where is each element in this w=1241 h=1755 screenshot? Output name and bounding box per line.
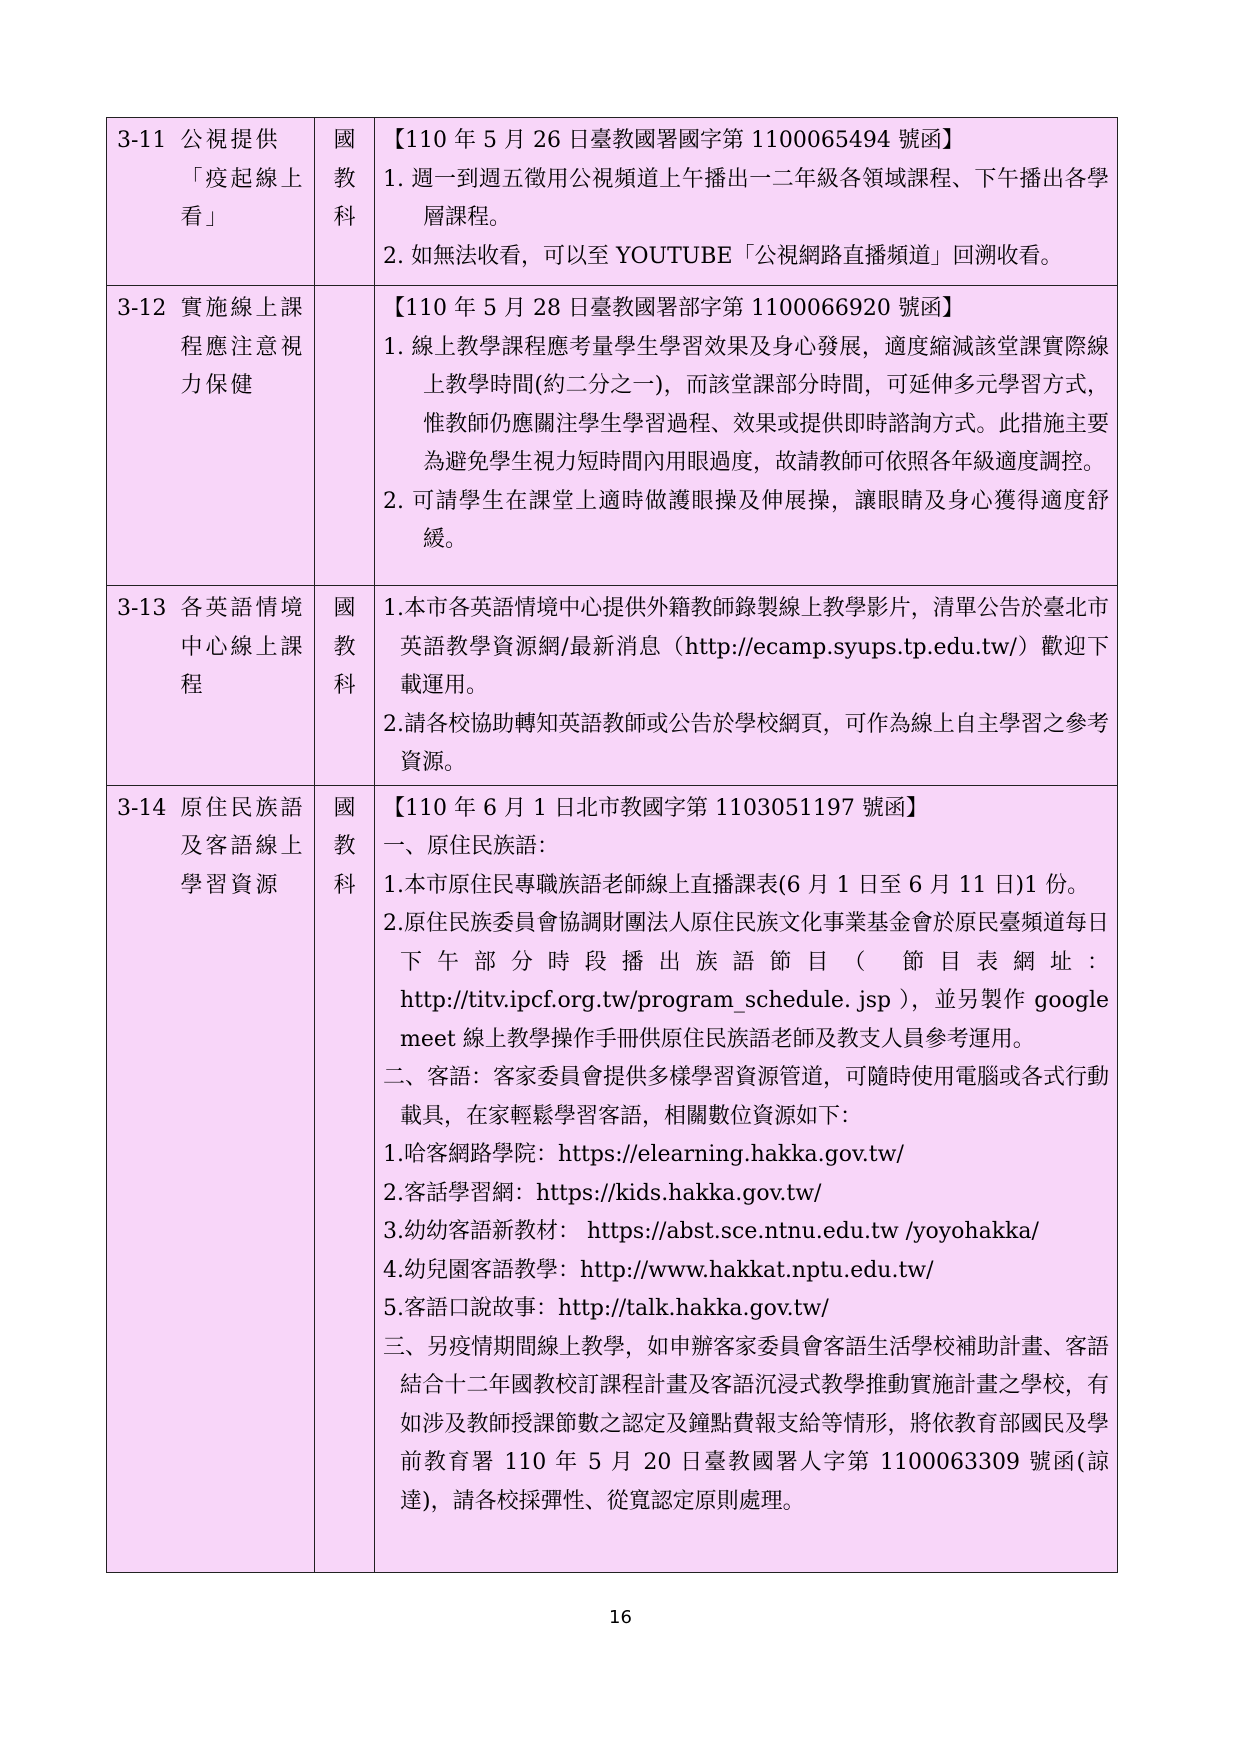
announcement-table: [106, 117, 1118, 1573]
item-number: 3-12: [117, 296, 167, 321]
resource-link: 1.哈客網路學院：https://elearning.hakka.gov.tw/: [383, 1142, 904, 1167]
department-cell: [315, 118, 375, 286]
department-cell: [315, 286, 375, 586]
topic-cell: [107, 118, 315, 286]
item-title: 各英語情境中心線上課程: [180, 596, 306, 698]
resource-link: 3.幼幼客語新教材： https://abst.sce.ntnu.edu.tw /yoyohakka/: [383, 1219, 1039, 1244]
page-number: 16: [609, 1607, 632, 1628]
content-item: 2.原住民族委員會協調財團法人原住民族文化事業基金會於原民臺頻道每日下午部分時段播出族語節目（ 節目表網址：http://titv.ipcf.org.tw/program_schedule. jsp ），並另製作 google meet 線上教學操作手冊供原住民族語老師及教支人員參考運用。: [383, 911, 1109, 1052]
table-row: [107, 286, 1118, 586]
department-char: 國: [333, 795, 356, 821]
item-number: 3-11: [117, 128, 167, 153]
topic-cell: [107, 586, 315, 786]
topic-cell: [107, 286, 315, 586]
department-cell: [315, 785, 375, 1572]
department-char: 科: [333, 872, 356, 898]
item-number: 3-13: [117, 596, 167, 621]
resource-link: 4.幼兒園客語教學：http://www.hakkat.nptu.edu.tw/: [383, 1257, 934, 1283]
department-char: 科: [333, 673, 356, 698]
department-char: 科: [333, 205, 356, 230]
letter-reference: 【110 年 6 月 1 日北市教國字第 1103051197 號函】: [383, 795, 928, 821]
content-item: 2.請各校協助轉知英語教師或公告於學校網頁，可作為線上自主學習之參考資源。: [383, 711, 1109, 775]
content-item: 1. 線上教學課程應考量學生學習效果及身心發展，適度縮減該堂課實際線上教學時間(約二分之一)，而該堂課部分時間，可延伸多元學習方式，惟教師仍應關注學生學習過程、效果或提供即時諮詢方式。此措施主要為避免學生視力短時間內用眼過度，故請教師可依照各年級適度調控。: [383, 334, 1109, 475]
department-char: 教: [333, 834, 356, 859]
section-heading: 三、另疫情期間線上教學，如申辦客家委員會客語生活學校補助計畫、客語結合十二年國教校訂課程計畫及客語沉浸式教學推動實施計畫之學校，有如涉及教師授課節數之認定及鐘點費報支給等情形，將依教育部國民及學前教育署 110 年 5 月 20 日臺教國署人字第 1100063309 號函(諒達)，請各校採彈性、從寬認定原則處理。: [383, 1334, 1110, 1514]
content-item: 2. 可請學生在課堂上適時做護眼操及伸展操，讓眼睛及身心獲得適度舒緩。: [383, 488, 1109, 552]
content-item: 1. 週一到週五徵用公視頻道上午播出一二年級各領域課程、下午播出各學層課程。: [383, 166, 1109, 230]
table-row: [107, 118, 1118, 286]
department-char: 教: [333, 634, 356, 660]
table-row: [107, 586, 1118, 786]
content-cell: [375, 586, 1118, 786]
item-title: 公視提供「疫起線上看」: [180, 128, 306, 230]
department-cell: [315, 586, 375, 786]
content-cell: [375, 286, 1118, 586]
table-row: [107, 785, 1118, 1572]
letter-reference: 【110 年 5 月 28 日臺教國署部字第 1100066920 號函】: [383, 296, 964, 321]
letter-reference: 【110 年 5 月 26 日臺教國署國字第 1100065494 號函】: [383, 128, 964, 153]
topic-cell: [107, 785, 315, 1572]
department-char: 教: [333, 166, 356, 192]
item-title: 原住民族語及客語線上學習資源: [180, 795, 306, 898]
content-item: 2. 如無法收看，可以至 YOUTUBE「公視網路直播頻道」回溯收看。: [383, 243, 1063, 269]
item-number: 3-14: [117, 795, 167, 821]
content-cell: [375, 785, 1118, 1572]
resource-link: 2.客話學習網：https://kids.hakka.gov.tw/: [383, 1180, 822, 1206]
section-heading: 二、客語：客家委員會提供多樣學習資源管道，可隨時使用電腦或各式行動載具，在家輕鬆學習客語，相關數位資源如下：: [383, 1065, 1110, 1129]
content-item: 1.本市原住民專職族語老師線上直播課表(6 月 1 日至 6 月 11 日)1 份。: [383, 872, 1090, 898]
content-item: 1.本市各英語情境中心提供外籍教師錄製線上教學影片，清單公告於臺北市英語教學資源網/最新消息（http://ecamp.syups.tp.edu.tw/）歡迎下載運用。: [383, 596, 1109, 698]
department-char: 國: [333, 596, 356, 621]
department-char: 國: [333, 128, 356, 153]
section-heading: 一、原住民族語：: [383, 834, 560, 859]
resource-link: 5.客語口說故事：http://talk.hakka.gov.tw/: [383, 1296, 829, 1321]
item-title: 實施線上課程應注意視力保健: [180, 296, 306, 398]
content-cell: [375, 118, 1118, 286]
